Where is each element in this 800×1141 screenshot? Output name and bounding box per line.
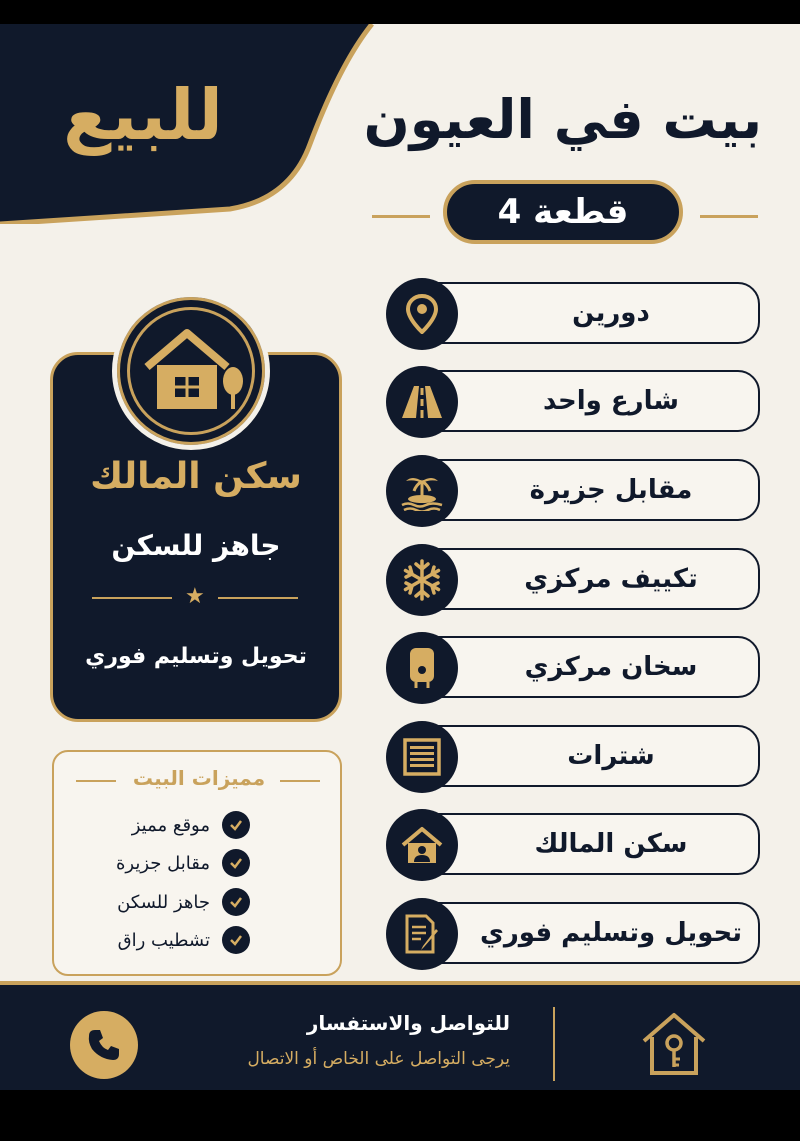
check-icon <box>222 926 250 954</box>
feature-item <box>60 848 250 878</box>
feature-list-label: سخان مركزي <box>524 652 698 682</box>
page-title: بيت في العيون <box>363 88 762 151</box>
feature-list-item <box>386 544 760 610</box>
feature-list-item <box>386 809 760 875</box>
plot-line-right <box>700 215 758 218</box>
water-heater-icon <box>386 632 458 704</box>
house-tree-icon <box>139 325 243 415</box>
feature-list-label: تحويل وتسليم فوري <box>480 918 742 948</box>
owner-house-icon <box>386 809 458 881</box>
feature-list-label: شارع واحد <box>543 386 679 416</box>
feature-label: موقع مميز <box>131 814 210 836</box>
feature-label: جاهز للسكن <box>117 891 210 913</box>
feature-list-label: تكييف مركزي <box>524 564 698 594</box>
poster <box>0 24 800 1090</box>
document-pen-icon <box>386 898 458 970</box>
owner-card-title: سكن المالك <box>90 456 302 497</box>
feature-label: تشطيب راق <box>117 929 210 951</box>
feature-list-item <box>386 366 760 432</box>
feature-item <box>60 887 250 917</box>
feature-list-label: دورين <box>572 298 650 328</box>
owner-divider-left <box>92 597 172 599</box>
shutter-icon <box>386 721 458 793</box>
plot-line-left <box>372 215 430 218</box>
phone-icon[interactable] <box>70 1011 138 1079</box>
check-icon <box>222 811 250 839</box>
check-icon <box>222 888 250 916</box>
features-title: مميزات البيت <box>132 766 266 790</box>
house-key-icon <box>638 1007 710 1079</box>
footer-divider <box>553 1007 555 1081</box>
plot-number-badge: قطعة 4 <box>443 180 683 244</box>
road-icon <box>386 366 458 438</box>
sale-label: للبيع <box>63 74 223 156</box>
owner-icon-circle <box>112 292 270 450</box>
feature-list-item <box>386 898 760 964</box>
feature-list-label: سكن المالك <box>534 829 688 859</box>
feature-item <box>60 810 250 840</box>
feature-list-item <box>386 721 760 787</box>
owner-card-subtitle: جاهز للسكن <box>111 529 281 562</box>
check-icon <box>222 849 250 877</box>
owner-divider-right <box>218 597 298 599</box>
footer-title: للتواصل والاستفسار <box>306 1011 510 1035</box>
feature-label: مقابل جزيرة <box>115 852 210 874</box>
contact-footer <box>0 981 800 1090</box>
feature-list-item <box>386 278 760 344</box>
footer-subtitle: يرجى التواصل على الخاص أو الاتصال <box>247 1049 510 1069</box>
feature-list-label: شترات <box>567 741 655 771</box>
feature-list-item <box>386 455 760 521</box>
feature-item <box>60 925 250 955</box>
feature-list-item <box>386 632 760 698</box>
star-icon: ★ <box>185 584 205 609</box>
feature-list-label: مقابل جزيرة <box>529 475 693 505</box>
owner-card-footer: تحويل وتسليم فوري <box>85 644 307 669</box>
location-pin-icon <box>386 278 458 350</box>
island-icon <box>386 455 458 527</box>
snowflake-icon <box>386 544 458 616</box>
